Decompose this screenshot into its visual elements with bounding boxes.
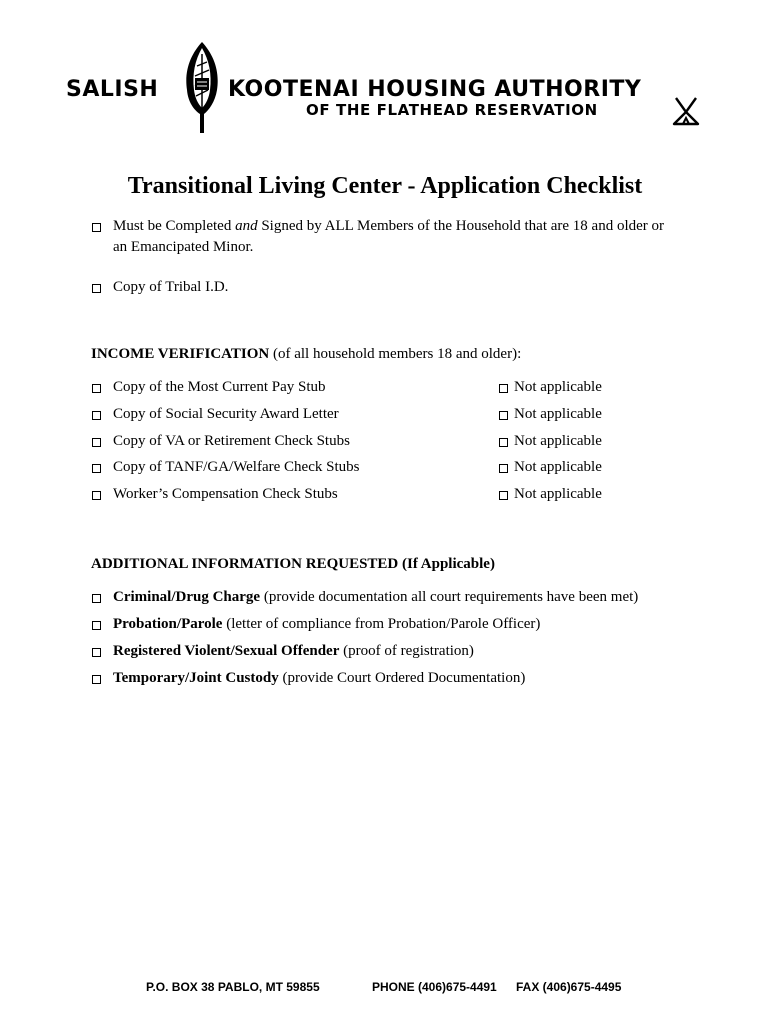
checkbox[interactable] xyxy=(92,594,101,603)
teepee-icon xyxy=(670,96,702,126)
not-applicable-label: Not applicable xyxy=(514,379,602,395)
additional-item: Temporary/Joint Custody (provide Court Ordered Documentation) xyxy=(113,670,526,686)
footer-address: P.O. BOX 38 PABLO, MT 59855 xyxy=(146,980,320,994)
checkbox-not-applicable[interactable] xyxy=(499,438,508,447)
checkbox-not-applicable[interactable] xyxy=(499,464,508,473)
checkbox[interactable] xyxy=(92,648,101,657)
additional-item: Registered Violent/Sexual Offender (proof of registration) xyxy=(113,643,474,659)
checklist-item-signatures-cont: an Emancipated Minor. xyxy=(113,239,254,255)
additional-item: Criminal/Drug Charge (provide documentation all court requirements have been met) xyxy=(113,589,639,605)
not-applicable-label: Not applicable xyxy=(514,459,602,475)
checkbox[interactable] xyxy=(92,438,101,447)
not-applicable-label: Not applicable xyxy=(514,486,602,502)
org-subtitle: OF THE FLATHEAD RESERVATION xyxy=(306,101,598,119)
additional-item: Probation/Parole (letter of compliance from Probation/Parole Officer) xyxy=(113,616,541,632)
page-title: Transitional Living Center - Application Checklist xyxy=(127,173,643,199)
not-applicable-label: Not applicable xyxy=(514,433,602,449)
checkbox-not-applicable[interactable] xyxy=(499,384,508,393)
additional-info-heading: ADDITIONAL INFORMATION REQUESTED (If Applicable) xyxy=(91,556,495,572)
footer-phone: PHONE (406)675-4491 xyxy=(372,980,497,994)
checkbox[interactable] xyxy=(92,411,101,420)
feather-icon xyxy=(180,40,224,136)
income-item: Copy of Social Security Award Letter xyxy=(113,406,339,422)
checkbox-not-applicable[interactable] xyxy=(499,411,508,420)
checklist-item-signatures: Must be Completed and Signed by ALL Members of the Household that are 18 and older or xyxy=(113,218,665,234)
checkbox[interactable] xyxy=(92,464,101,473)
checklist-item-tribal-id: Copy of Tribal I.D. xyxy=(113,279,229,295)
checkbox[interactable] xyxy=(92,675,101,684)
income-verification-heading: INCOME VERIFICATION (of all household members 18 and older): xyxy=(91,346,522,362)
income-item: Copy of VA or Retirement Check Stubs xyxy=(113,433,350,449)
checkbox-not-applicable[interactable] xyxy=(499,491,508,500)
checkbox[interactable] xyxy=(92,384,101,393)
checkbox[interactable] xyxy=(92,284,101,293)
not-applicable-label: Not applicable xyxy=(514,406,602,422)
income-item: Copy of TANF/GA/Welfare Check Stubs xyxy=(113,459,360,475)
org-name-right: KOOTENAI HOUSING AUTHORITY xyxy=(228,77,642,102)
income-item: Worker’s Compensation Check Stubs xyxy=(113,486,338,502)
income-item: Copy of the Most Current Pay Stub xyxy=(113,379,326,395)
checkbox[interactable] xyxy=(92,223,101,232)
org-name-left: SALISH xyxy=(66,77,159,102)
footer-fax: FAX (406)675-4495 xyxy=(516,980,622,994)
checkbox[interactable] xyxy=(92,621,101,630)
checkbox[interactable] xyxy=(92,491,101,500)
